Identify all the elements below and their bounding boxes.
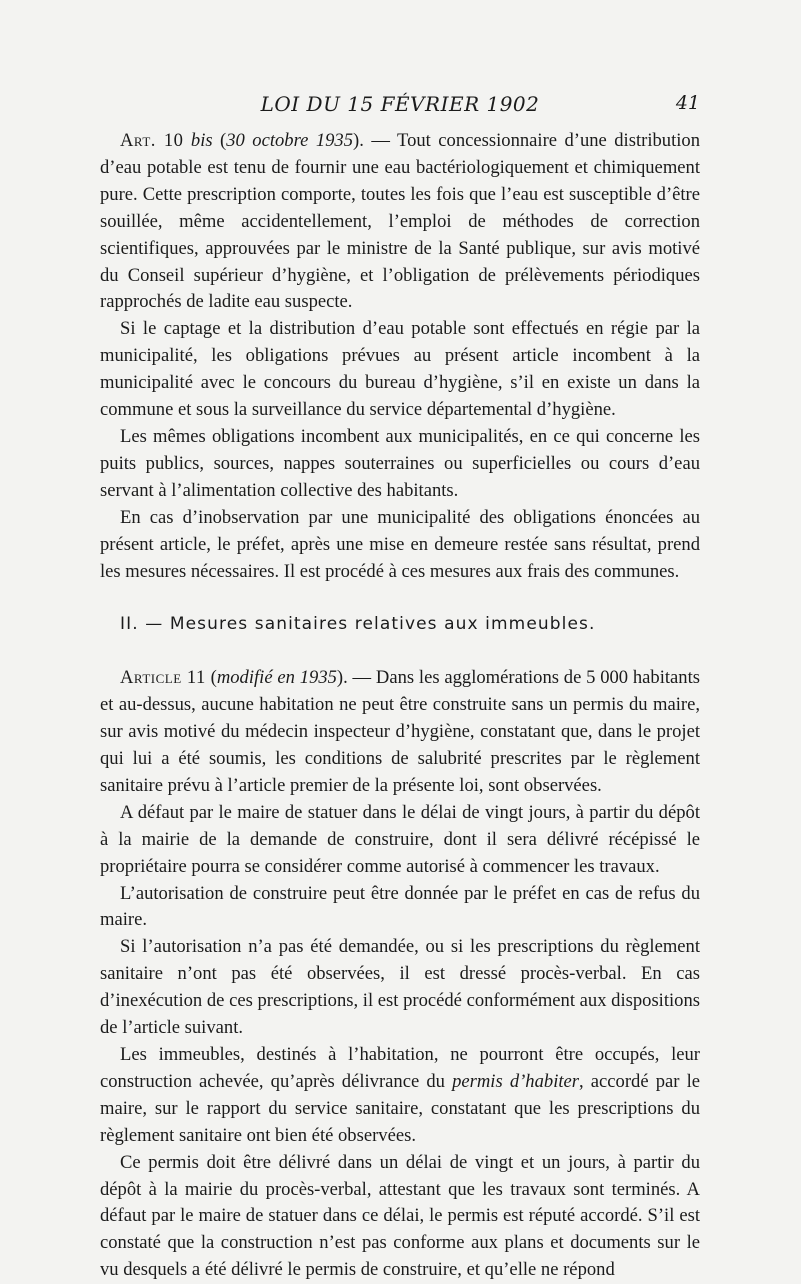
paragraph: Les mêmes obligations incombent aux municipalités, en ce qui concerne les puits publics, sources, nappes souterraines ou superficielles ou cours d’eau servant à l’alimentation collective des habitants. — [100, 425, 700, 501]
paragraph: A défaut par le maire de statuer dans le délai de vingt jours, à partir du dépôt à la mairie de la demande de construire, dont il sera délivré récépissé le propriétaire pourra se considérer comme autorisé à commencer les travaux. — [100, 801, 700, 877]
paragraph: Ce permis doit être délivré dans un délai de vingt et un jours, à partir du dépôt à la mairie du procès-verbal, attestant que les travaux sont terminés. A défaut par le maire de statuer dans ce délai, le permis est réputé accordé. S’il est constaté que la construction n’est pas conforme aux plans et documents sur le vu desquels a été délivré le permis de construire, et qu’elle ne répond — [100, 1151, 700, 1281]
article-11-text: — Dans les agglomérations de 5 000 habitants et au-dessus, aucune habitation ne peut être construite sans un permis du maire, sur avis motivé du médecin inspecteur d’hygiène, constatant que, dans le projet qui lui a été soumis, les conditions de salubrité prescrites par le règlement sanitaire prévu à l’article premier de la présente loi, sont observées. — [100, 667, 701, 796]
section-heading: II. — Mesures sanitaires relatives aux immeubles. — [120, 614, 596, 635]
paragraph: Si le captage et la distribution d’eau potable sont effectués en régie par la municipalité, les obligations prévues au présent article incombent à la municipalité avec le concours du bureau d’hygiène, s’il en existe un dans la commune et sous la surveillance du service départemental d’hygiène. — [100, 318, 700, 421]
permis-d-habiter: permis d’habiter — [452, 1070, 580, 1092]
running-head — [100, 92, 700, 118]
permis-paragraph — [100, 1042, 700, 1150]
permis-text-before: Les immeubles, destinés à l’habitation, ne pourront être occupés, leur construction achevée, qu’après délivrance du — [100, 1044, 700, 1092]
article-10-text: — Tout concessionnaire d’une distribution d’eau potable est tenu de fournir une eau bactériologiquement et chimiquement pure. Cette prescription comporte, toutes les fois que l’eau est susceptible d’être souillée, même accidentellement, l’emploi de méthodes de correction scientifiques, approuvées par le ministre de la Santé publique, sur avis motivé du Conseil supérieur d’hygiène, et l’obligation de prélèvements périodiques rapprochés de ladite eau suspecte. — [100, 130, 700, 313]
article-10-date: 30 octobre 1935 — [226, 130, 354, 151]
permis-text-after: , accordé par le maire, sur le rapport du service sanitaire, constatant que les prescriptions du règlement sanitaire ont bien été observées. — [100, 1070, 701, 1146]
paragraph: Si l’autorisation n’a pas été demandée, ou si les prescriptions du règlement sanitaire n’ont pas été observées, il est dressé procès-verbal. En cas d’inexécution de ces prescriptions, il est procédé conformément aux dispositions de l’article suivant. — [100, 936, 701, 1039]
article-10-paragraph: Art. 10 bis (30 octobre 1935). — Tout concessionnaire d’une distribution d’eau potable est tenu de fournir une eau bactériologiquement et chimiquement pure. Cette prescription comporte, toutes les fois que l’eau est susceptible d’être souillée, même accidentellement, l’emploi de méthodes de correction scientifiques, approuvées par le ministre de la Santé publique, sur avis motivé du Conseil supérieur d’hygiène, et l’obligation de prélèvements périodiques rapprochés de ladite eau suspecte. — [100, 130, 700, 313]
article-10-label: Art. 10 — [120, 130, 184, 151]
running-title: LOI DU 15 FÉVRIER 1902 — [260, 92, 540, 116]
paragraph: L’autorisation de construire peut être donnée par le préfet en cas de refus du maire. — [100, 882, 700, 931]
paragraph: En cas d’inobservation par une municipalité des obligations énoncées au présent article, le préfet, après une mise en demeure restée sans résultat, prend les mesures nécessaires. Il est procédé à ces mesures aux frais des communes. — [100, 506, 700, 582]
page-number: 41 — [675, 92, 700, 114]
article-11-label: Article 11 — [120, 667, 206, 689]
article-11-modified: modifié en 1935 — [216, 667, 337, 689]
body-text — [100, 128, 700, 1284]
article-10-bis: bis — [190, 130, 213, 151]
article-11-paragraph: Article 11 (modifié en 1935). — Dans les agglomérations de 5 000 habitants et au-dessus, aucune habitation ne peut être construite sans un permis du maire, sur avis motivé du médecin inspecteur d’hygiène, constatant que, dans le projet qui lui a été soumis, les conditions de salubrité prescrites par le règlement sanitaire prévu à l’article premier de la présente loi, sont observées. — [100, 667, 701, 796]
